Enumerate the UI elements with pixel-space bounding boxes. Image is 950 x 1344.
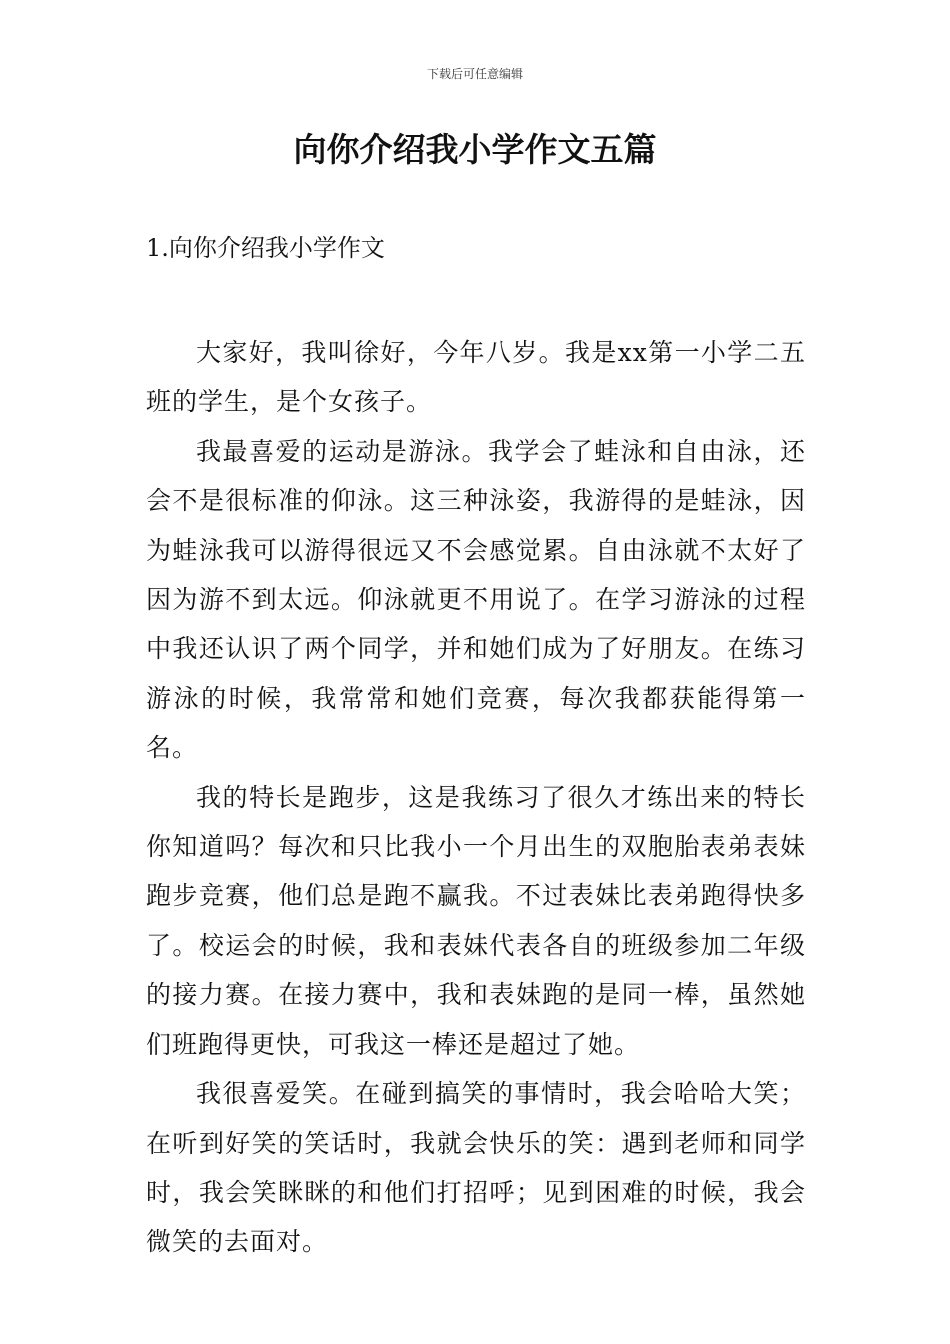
paragraph: 我的特长是跑步，这是我练习了很久才练出来的特长你知道吗？每次和只比我小一个月出生的双胞胎表弟表妹跑步竞赛，他们总是跑不赢我。不过表妹比表弟跑得快多了。校运会的时候，我和表妹代表各自的班级参加二年级的接力赛。在接力赛中，我和表妹跑的是同一棒，虽然她们班跑得更快，可我这一棒还是超过了她。	[146, 782, 806, 1059]
section-heading: 1.向你介绍我小学作文	[146, 234, 385, 262]
header-note: 下载后可任意编辑	[426, 67, 523, 81]
body-text	[146, 328, 806, 1267]
paragraph: 我最喜爱的运动是游泳。我学会了蛙泳和自由泳，还会不是很标准的仰泳。这三种泳姿，我游得的是蛙泳，因为蛙泳我可以游得很远又不会感觉累。自由泳就不太好了因为游不到太远。仰泳就更不用说了。在学习游泳的过程中我还认识了两个同学，并和她们成为了好朋友。在练习游泳的时候，我常常和她们竞赛，每次我都获能得第一名。	[146, 436, 806, 763]
paragraph: 大家好，我叫徐好，今年八岁。我是xx第一小学二五班的学生，是个女孩子。	[146, 338, 806, 417]
paragraph: 我很喜爱笑。在碰到搞笑的事情时，我会哈哈大笑；在听到好笑的笑话时，我就会快乐的笑：遇到老师和同学时，我会笑眯眯的和他们打招呼；见到困难的时候，我会微笑的去面对。	[146, 1079, 806, 1257]
document-title: 向你介绍我小学作文五篇	[293, 130, 657, 169]
